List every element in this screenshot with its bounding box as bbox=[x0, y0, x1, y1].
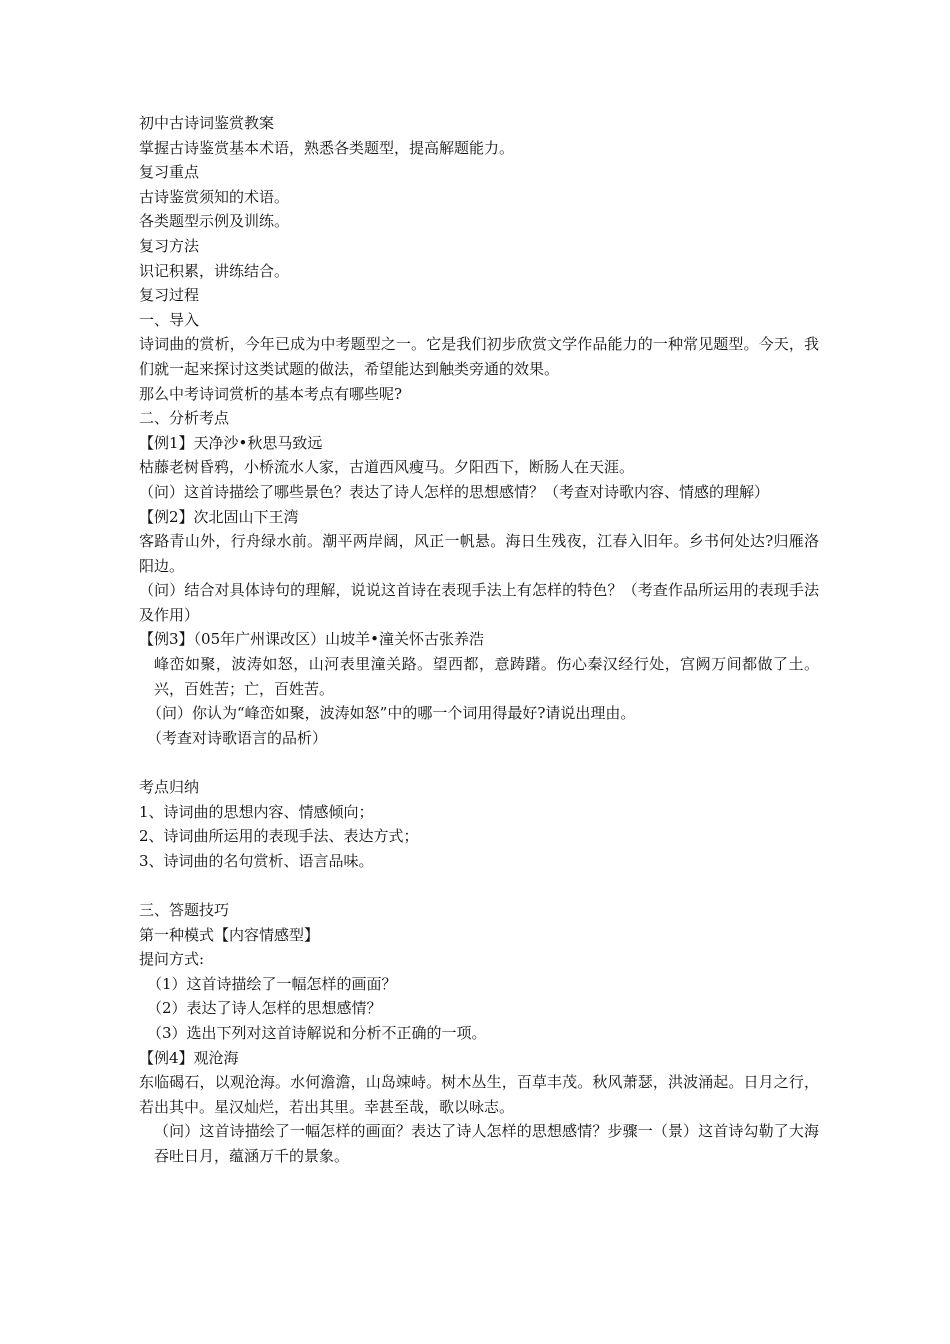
example-1-question: （问）这首诗描绘了哪些景色？表达了诗人怎样的思想感情？（考查对诗歌内容、情感的理解） bbox=[139, 482, 770, 501]
ask-item-1: （1）这首诗描绘了一幅怎样的画面？ bbox=[147, 974, 397, 993]
example-1-poem: 枯藤老树昏鸦，小桥流水人家，古道西风瘦马。夕阳西下，断肠人在天涯。 bbox=[139, 458, 635, 477]
document-body bbox=[139, 111, 819, 1169]
example-1-title: 【例1】天净沙•秋思马致远 bbox=[139, 433, 323, 452]
example-4-poem: 东临碣石，以观沧海。水何澹澹，山岛竦峙。树木丛生，百草丰茂。秋风萧瑟，洪波涌起。日月之行，若出其中。星汉灿烂，若出其里。幸甚至哉，歌以咏志。 bbox=[139, 1073, 819, 1116]
summary-heading: 考点归纳 bbox=[139, 778, 200, 797]
ask-item-3: （3）选出下列对这首诗解说和分析不正确的一项。 bbox=[147, 1023, 487, 1042]
spacer bbox=[139, 750, 819, 775]
example-3-title: 【例3】（05年广州课改区）山坡羊•潼关怀古张养浩 bbox=[139, 630, 484, 649]
example-3-note: （考查对诗歌语言的品析） bbox=[147, 728, 328, 747]
example-3-question: （问）你认为“峰峦如聚，波涛如怒”中的哪一个词用得最好?请说出理由。 bbox=[147, 704, 636, 723]
section-1-heading: 一、导入 bbox=[139, 310, 200, 329]
example-2-question: （问）结合对具体诗句的理解，说说这首诗在表现手法上有怎样的特色？（考查作品所运用的表现手法及作用） bbox=[139, 581, 819, 624]
process-heading: 复习过程 bbox=[139, 286, 200, 305]
summary-item-3: 3、诗词曲的名句赏析、语言品味。 bbox=[139, 851, 374, 870]
document-title: 初中古诗词鉴赏教案 bbox=[139, 114, 275, 132]
method-text: 识记积累，讲练结合。 bbox=[139, 261, 290, 280]
example-4-title: 【例4】观沧海 bbox=[139, 1048, 239, 1067]
summary-item-2: 2、诗词曲所运用的表现手法、表达方式； bbox=[139, 827, 419, 846]
example-2-title: 【例2】次北固山下王湾 bbox=[139, 507, 299, 526]
key-point-1: 古诗鉴赏须知的术语。 bbox=[139, 187, 290, 206]
method-heading: 复习方法 bbox=[139, 236, 200, 255]
section-2-heading: 二、分析考点 bbox=[139, 409, 230, 428]
intro-paragraph: 诗词曲的赏析，今年已成为中考题型之一。它是我们初步欣赏文学作品能力的一种常见题型。今天，我们就一起来探讨这类试题的做法，希望能达到触类旁通的效果。 bbox=[139, 335, 819, 378]
objective-text: 掌握古诗鉴赏基本术语，熟悉各类题型，提高解题能力。 bbox=[139, 138, 515, 157]
section-3-heading: 三、答题技巧 bbox=[139, 901, 230, 919]
example-2-poem: 客路青山外，行舟绿水前。潮平两岸阔，风正一帆悬。海日生残夜，江春入旧年。乡书何处达?归雁洛阳边。 bbox=[139, 532, 819, 575]
ask-item-2: （2）表达了诗人怎样的思想感情？ bbox=[147, 999, 382, 1018]
summary-item-1: 1、诗词曲的思想内容、情感倾向； bbox=[139, 802, 374, 821]
key-point-2: 各类题型示例及训练。 bbox=[139, 212, 290, 231]
ask-heading: 提问方式: bbox=[139, 950, 205, 969]
key-points-heading: 复习重点 bbox=[139, 163, 200, 182]
intro-question: 那么中考诗词赏析的基本考点有哪些呢? bbox=[139, 384, 403, 403]
mode-1-heading: 第一种模式【内容情感型】 bbox=[139, 925, 320, 944]
example-3-poem: 峰峦如聚，波涛如怒，山河表里潼关路。望西都，意踌躇。伤心秦汉经行处，宫阙万间都做了土。兴，百姓苦；亡，百姓苦。 bbox=[154, 655, 819, 698]
spacer bbox=[139, 873, 819, 898]
example-4-question: （问）这首诗描绘了一幅怎样的画面？表达了诗人怎样的思想感情？步骤一（景）这首诗勾勒了大海吞吐日月，蕴涵万千的景象。 bbox=[154, 1122, 819, 1165]
